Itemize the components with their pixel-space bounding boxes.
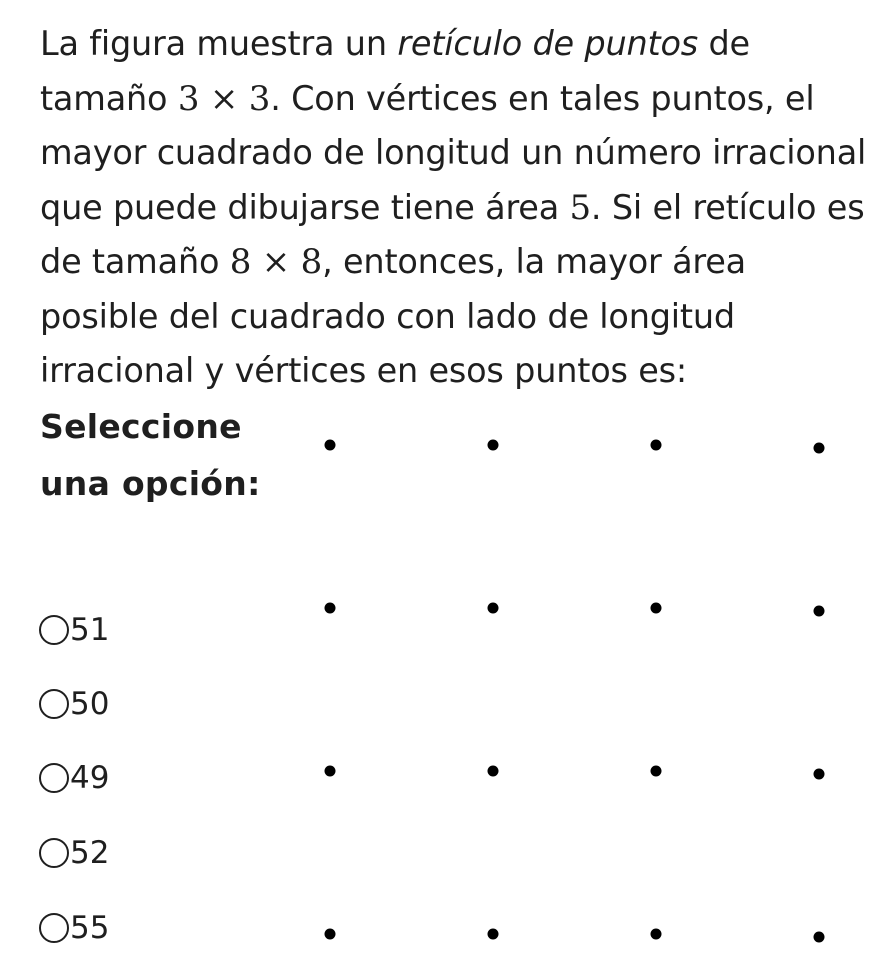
question-text-fragment: , entonces, la mayor área (322, 242, 746, 281)
lattice-point-r4-c4 (814, 932, 825, 943)
option-label: 52 (70, 835, 110, 871)
lattice-point-r4-c3 (651, 929, 662, 940)
lattice-point-r4-c2 (488, 929, 499, 940)
math-expression: 5 (569, 187, 591, 228)
option-label: 50 (70, 686, 110, 722)
question-text-fragment: de tamaño (40, 242, 230, 281)
question-line-7: irracional y vértices en esos puntos es: (40, 351, 687, 390)
question-text-fragment: La figura muestra un (40, 24, 398, 63)
question-text-fragment: tamaño (40, 78, 178, 118)
lattice-point-r2-c4 (814, 606, 825, 617)
math-expression: 3 × 3 (177, 78, 271, 119)
question-line-3: mayor cuadrado de longitud un número irracional (40, 133, 867, 172)
question-text-fragment: . Con vértices en tales puntos, el (270, 78, 815, 118)
lattice-point-r4-c1 (325, 929, 336, 940)
lattice-point-r3-c4 (814, 769, 825, 780)
question-text-fragment: que puede dibujarse tiene área (40, 187, 570, 227)
lattice-point-r3-c3 (651, 766, 662, 777)
question-line-6: posible del cuadrado con lado de longitud (40, 296, 735, 336)
lattice-point-r3-c1 (325, 766, 336, 777)
lattice-point-r2-c1 (325, 603, 336, 614)
question-text-fragment: de (698, 24, 750, 63)
lattice-point-r2-c2 (488, 603, 499, 614)
lattice-point-r3-c2 (488, 766, 499, 777)
emphasized-term: retículo de puntos (397, 24, 698, 63)
lattice-point-r1-c2 (488, 440, 499, 451)
lattice-point-r2-c3 (651, 603, 662, 614)
option-label: 55 (70, 910, 110, 946)
lattice-point-r1-c1 (325, 440, 336, 451)
lattice-point-r1-c3 (651, 440, 662, 451)
question-text-fragment: . Si el retículo es (590, 187, 865, 227)
option-label: 51 (70, 612, 110, 648)
option-label: 49 (70, 760, 110, 796)
prompt-line-1: Seleccione (40, 407, 242, 446)
prompt-line-2: una opción: (40, 464, 261, 503)
math-expression: 8 × 8 (229, 242, 323, 282)
lattice-point-r1-c4 (814, 443, 825, 454)
